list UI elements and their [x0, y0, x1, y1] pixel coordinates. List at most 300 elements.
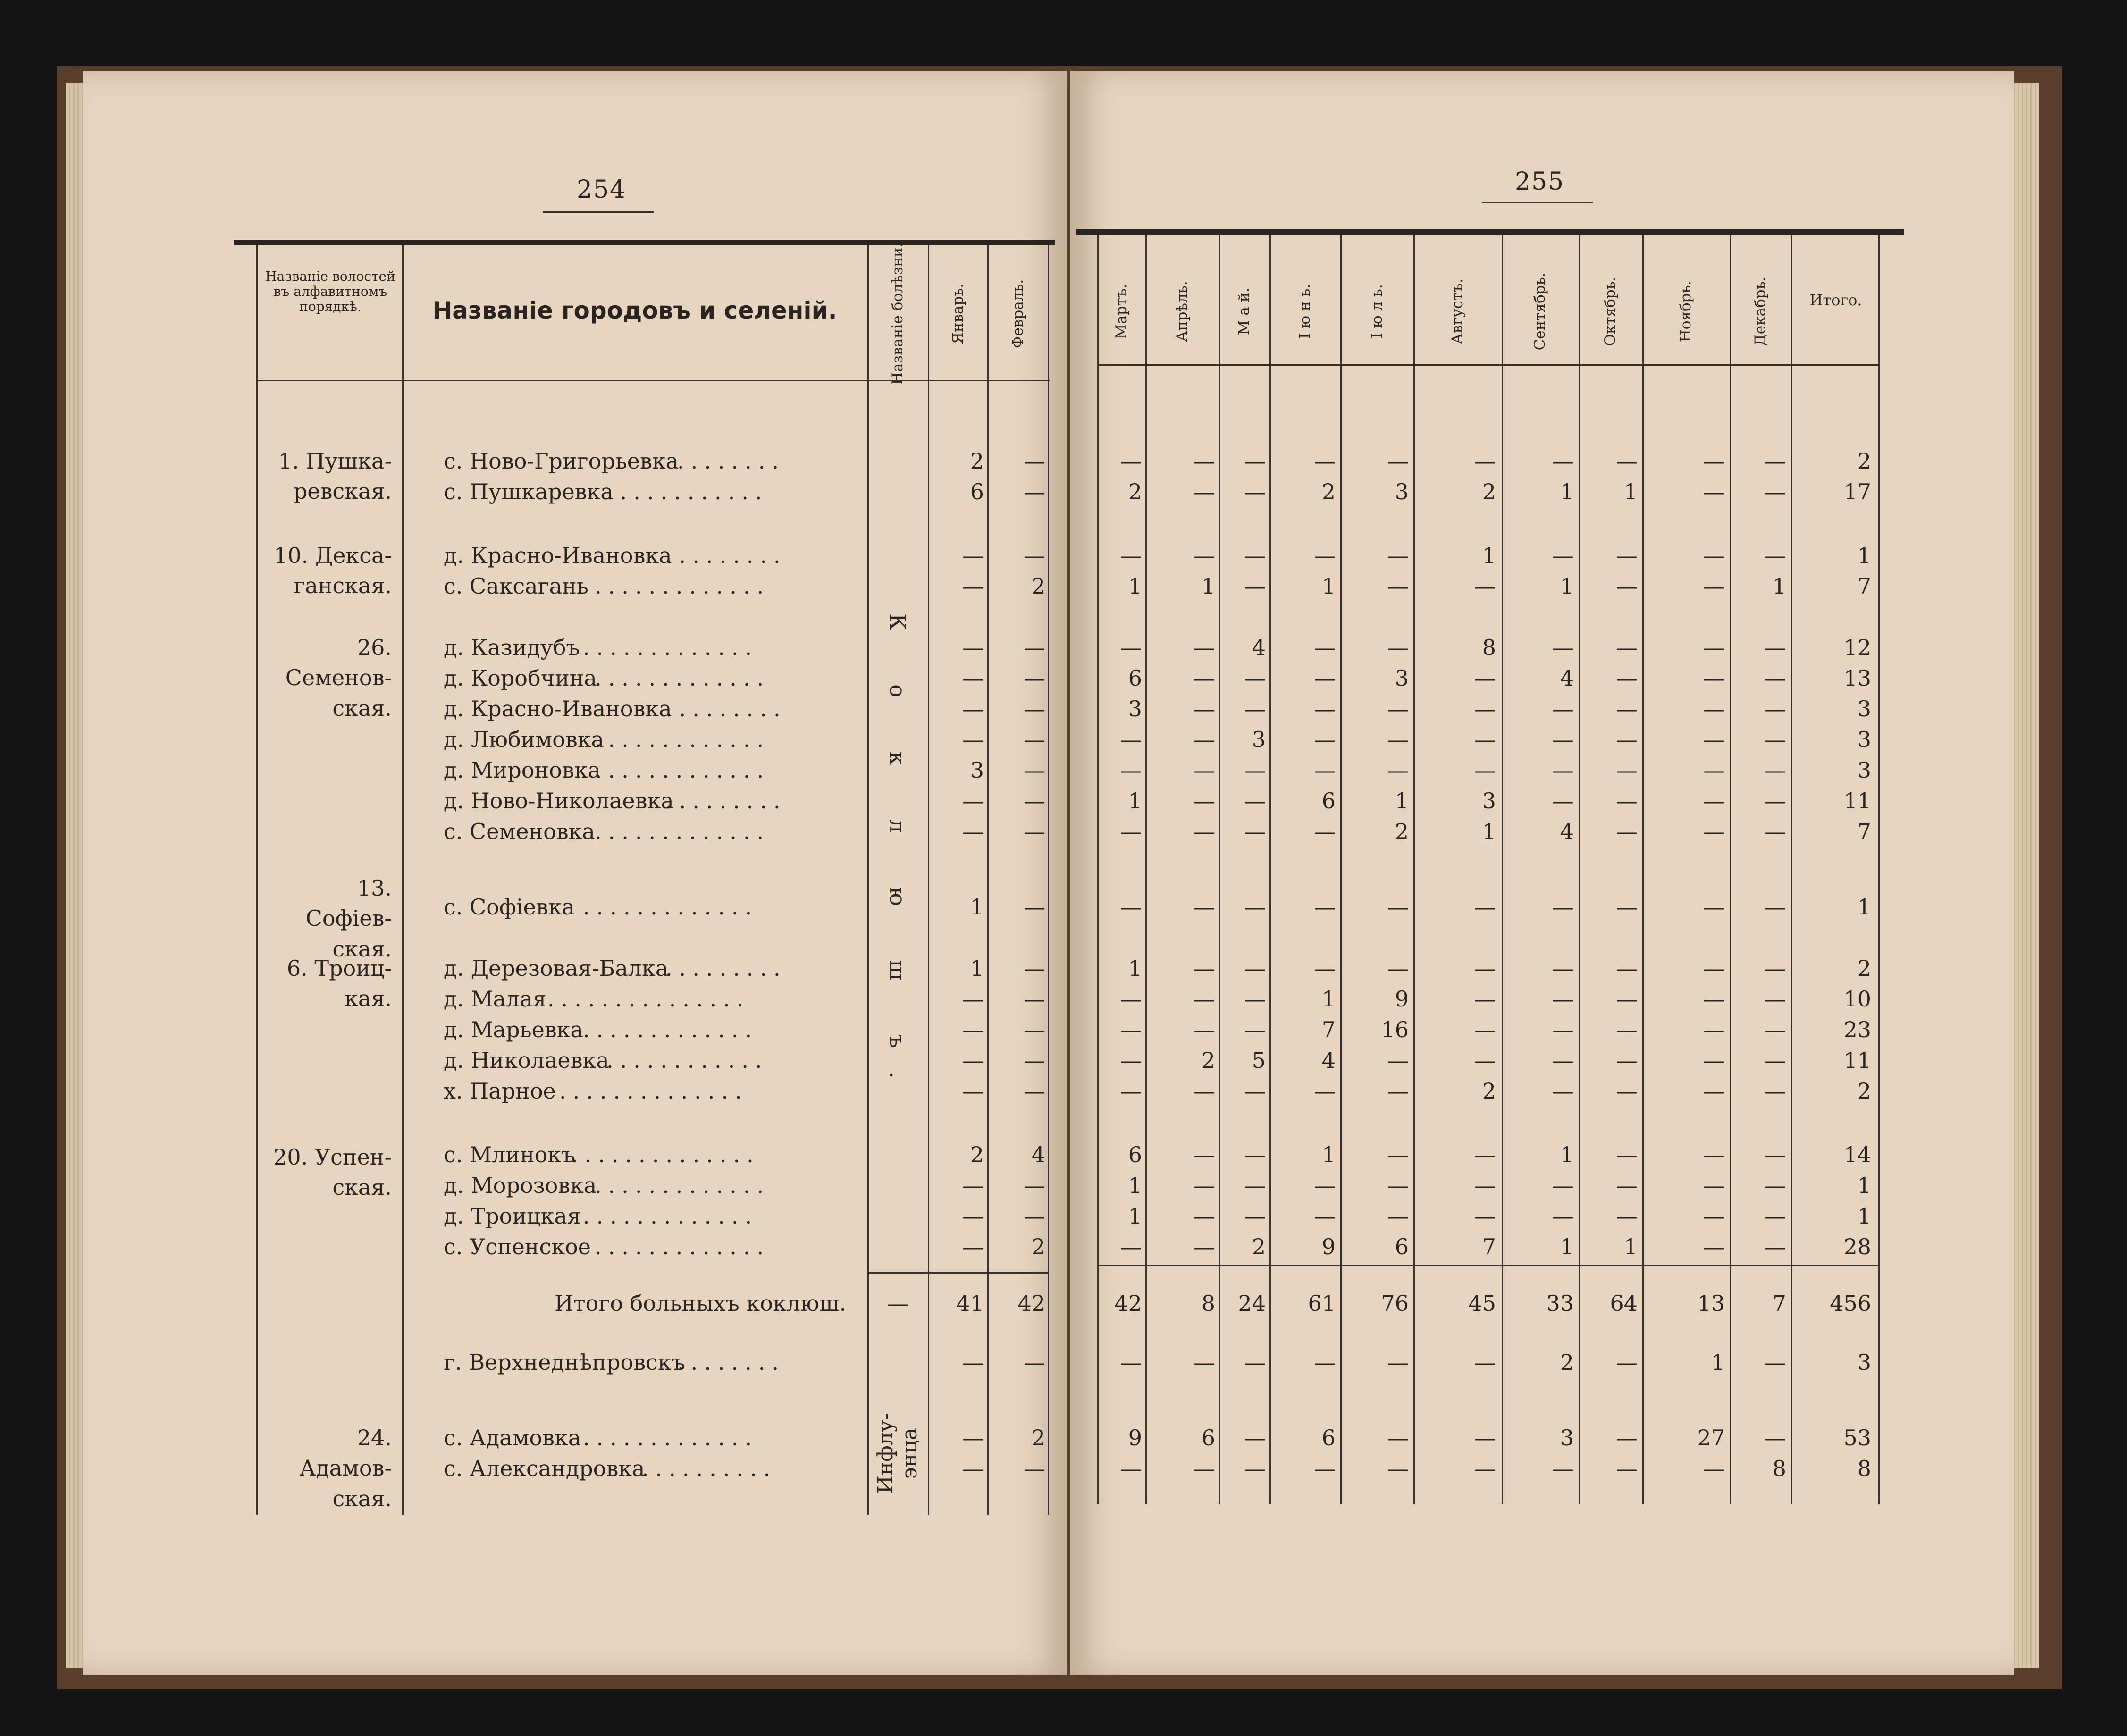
row-value: — — [1244, 696, 1266, 721]
row-value: — — [1244, 665, 1266, 691]
row-value: — — [1765, 1142, 1786, 1167]
row-value: — — [1024, 665, 1045, 691]
row-value: — — [1244, 894, 1266, 920]
row-value: 1 — [1321, 1142, 1336, 1167]
row-value: — — [1194, 543, 1215, 568]
header-month-feb: Февраль. — [1009, 279, 1026, 349]
row-value: 5 — [1252, 1048, 1266, 1073]
leader-dots: ............. — [595, 757, 771, 783]
row-value: 1 — [1857, 543, 1871, 568]
page-number-left: 254 — [577, 176, 627, 204]
total-label: Итого больныхъ коклюш. — [555, 1291, 847, 1316]
flu-row-value: — — [1765, 1350, 1786, 1375]
row-value: 4 — [1031, 1142, 1045, 1167]
row-value: 13 — [1843, 665, 1871, 691]
row-name: д. Малая — [444, 986, 546, 1012]
row-value: — — [1474, 1173, 1496, 1198]
row-value: — — [1616, 727, 1638, 752]
row-value: — — [1194, 894, 1215, 920]
row-value: 1 — [970, 956, 984, 981]
row-value: 3 — [1857, 757, 1871, 783]
row-value: 2 — [1857, 956, 1871, 981]
row-value: 2 — [1321, 479, 1336, 504]
row-name: д. Марьевка — [444, 1017, 583, 1042]
row-value: — — [1244, 1203, 1266, 1229]
row-value: — — [1244, 819, 1266, 844]
row-value: 3 — [1857, 696, 1871, 721]
row-value: 1 — [1560, 1234, 1574, 1259]
row-value: — — [1244, 1142, 1266, 1167]
flu-row-value: — — [1120, 1456, 1142, 1481]
row-value: — — [1703, 986, 1725, 1012]
row-value: — — [1703, 665, 1725, 691]
row-value: — — [1765, 788, 1786, 813]
leader-dots: ......... — [665, 543, 787, 568]
row-value: 3 — [970, 757, 984, 783]
page-number-right: 255 — [1515, 168, 1565, 196]
top-rule-right — [1076, 229, 1904, 235]
row-value: 1 — [1128, 1173, 1142, 1198]
row-value: 1 — [1128, 788, 1142, 813]
row-value: — — [1314, 956, 1336, 981]
row-value: 3 — [1857, 727, 1871, 752]
page-edges-right — [2010, 83, 2039, 1668]
row-value: 6 — [970, 479, 984, 504]
row-name: д. Мироновка — [444, 757, 601, 783]
row-value: — — [1703, 894, 1725, 920]
row-value: 11 — [1843, 1048, 1871, 1073]
flu-row-value: — — [1765, 1425, 1786, 1451]
row-value: — — [1552, 635, 1574, 660]
row-name: д. Троицкая — [444, 1203, 581, 1229]
row-value: 1 — [1560, 1142, 1574, 1167]
row-value: — — [1552, 1078, 1574, 1104]
row-value: 2 — [1395, 819, 1409, 844]
row-value: — — [1765, 1203, 1786, 1229]
row-value: — — [1765, 986, 1786, 1012]
row-value: — — [1314, 1203, 1336, 1229]
row-value: — — [1474, 986, 1496, 1012]
row-value: — — [1703, 448, 1725, 474]
flu-row-value: 27 — [1697, 1425, 1725, 1451]
row-value: 1 — [1857, 1203, 1871, 1229]
row-value: — — [1244, 479, 1266, 504]
header-bottom-left — [257, 380, 1050, 381]
row-value: 1 — [1857, 1173, 1871, 1198]
row-value: — — [1474, 1203, 1496, 1229]
row-value: 10 — [1843, 986, 1871, 1012]
header-volost: Названіе волостей въ алфавитномъ порядкѣ. — [265, 268, 395, 315]
flu-row-value: — — [962, 1456, 984, 1481]
row-value: — — [962, 788, 984, 813]
row-value: — — [1552, 894, 1574, 920]
row-value: — — [1314, 894, 1336, 920]
header-month-jul: І ю л ь. — [1369, 284, 1386, 339]
row-value: — — [1552, 1017, 1574, 1042]
flu-row-value: — — [1616, 1456, 1638, 1481]
row-value: 6 — [1128, 665, 1142, 691]
header-month-mar: Мартъ. — [1113, 284, 1130, 339]
flu-row-value: — — [1244, 1425, 1266, 1451]
volost-label: 24. Адамов- ская. — [299, 1425, 392, 1511]
leader-dots: ............. — [583, 635, 759, 660]
row-value: — — [962, 1017, 984, 1042]
row-value: — — [1765, 956, 1786, 981]
row-value: — — [1616, 1203, 1638, 1229]
leader-dots: ............. — [583, 1017, 759, 1042]
row-value: 4 — [1560, 665, 1574, 691]
row-value: — — [1616, 1048, 1638, 1073]
row-value: 2 — [1482, 479, 1496, 504]
row-value: — — [1244, 986, 1266, 1012]
row-value: — — [1194, 788, 1215, 813]
row-value: — — [1194, 665, 1215, 691]
leader-dots: ............. — [583, 1203, 759, 1229]
col-line — [1878, 235, 1880, 1504]
flu-row-value: — — [1024, 1350, 1045, 1375]
row-value: — — [1703, 543, 1725, 568]
row-name: с. Семеновка — [444, 819, 595, 844]
leader-dots: ............. — [595, 1234, 771, 1259]
row-value: — — [1314, 448, 1336, 474]
flu-row-value: — — [1024, 1456, 1045, 1481]
row-value: — — [1765, 665, 1786, 691]
row-value: — — [1314, 543, 1336, 568]
row-value: — — [1474, 573, 1496, 599]
row-value: 1 — [1321, 986, 1336, 1012]
row-value: — — [1387, 696, 1409, 721]
flu-row-value: — — [1314, 1456, 1336, 1481]
row-value: — — [1244, 1017, 1266, 1042]
col-line — [867, 245, 869, 1515]
row-value: — — [1387, 1048, 1409, 1073]
row-value: — — [1024, 1017, 1045, 1042]
row-name: с. Успенское — [444, 1234, 591, 1259]
row-value: — — [1194, 819, 1215, 844]
row-value: — — [1314, 819, 1336, 844]
row-value: — — [1194, 986, 1215, 1012]
row-value: 4 — [1560, 819, 1574, 844]
volost-label: 13. Софіев- ская. — [305, 875, 392, 962]
row-value: — — [962, 543, 984, 568]
header-month-may: М а й. — [1236, 287, 1253, 335]
row-value: — — [1474, 727, 1496, 752]
row-value: 2 — [1857, 1078, 1871, 1104]
row-value: — — [1314, 635, 1336, 660]
row-value: 4 — [1252, 635, 1266, 660]
row-name: д. Коробчина — [444, 665, 597, 691]
row-value: — — [1616, 1173, 1638, 1198]
row-value: — — [1120, 894, 1142, 920]
total-value: 64 — [1610, 1291, 1638, 1316]
page-number-rule-left — [543, 211, 654, 213]
row-value: 1 — [1857, 894, 1871, 920]
row-value: — — [1120, 986, 1142, 1012]
row-value: — — [1194, 1017, 1215, 1042]
row-name: с. Ново-Григорьевка — [444, 448, 679, 474]
row-value: 14 — [1843, 1142, 1871, 1167]
row-value: 9 — [1321, 1234, 1336, 1259]
row-value: — — [1552, 956, 1574, 981]
row-value: — — [1703, 479, 1725, 504]
col-line — [1145, 235, 1147, 1504]
row-value: — — [1552, 543, 1574, 568]
header-month-nov: Ноябрь. — [1677, 280, 1694, 343]
row-value: — — [1765, 1173, 1786, 1198]
row-value: — — [1387, 956, 1409, 981]
flu-row-value: — — [1387, 1456, 1409, 1481]
row-value: — — [1616, 1078, 1638, 1104]
volost-label: 1. Пушка- ревская. — [278, 448, 392, 504]
row-value: — — [1194, 727, 1215, 752]
row-value: — — [1552, 986, 1574, 1012]
leader-dots: ......... — [665, 696, 787, 721]
row-value: — — [1387, 894, 1409, 920]
row-value: — — [1024, 543, 1045, 568]
col-line — [928, 245, 929, 1515]
row-value: — — [1703, 696, 1725, 721]
row-value: — — [1552, 696, 1574, 721]
leader-dots: ............. — [583, 894, 759, 920]
row-value: — — [1120, 727, 1142, 752]
row-value: — — [962, 819, 984, 844]
row-value: 2 — [1031, 573, 1045, 599]
row-value: 2 — [1201, 1048, 1215, 1073]
row-value: — — [1024, 479, 1045, 504]
row-value: — — [1387, 727, 1409, 752]
row-value: — — [1244, 543, 1266, 568]
row-value: — — [1474, 1048, 1496, 1073]
row-value: — — [1024, 1203, 1045, 1229]
row-value: 7 — [1857, 573, 1871, 599]
leader-dots: ......... — [665, 788, 787, 813]
row-value: 23 — [1843, 1017, 1871, 1042]
row-value: — — [1387, 757, 1409, 783]
flu-row-value: 9 — [1128, 1425, 1142, 1451]
total-value: 41 — [956, 1291, 984, 1316]
row-value: — — [1616, 448, 1638, 474]
col-line — [1642, 235, 1644, 1504]
col-line — [1340, 235, 1342, 1504]
row-value: — — [962, 1203, 984, 1229]
row-value: 3 — [1395, 479, 1409, 504]
row-value: — — [1552, 448, 1574, 474]
row-value: 6 — [1128, 1142, 1142, 1167]
row-value: — — [1387, 635, 1409, 660]
row-value: — — [1765, 479, 1786, 504]
row-value: 1 — [1482, 819, 1496, 844]
leader-dots: ............. — [595, 573, 771, 599]
row-value: — — [1703, 1234, 1725, 1259]
row-value: — — [962, 1048, 984, 1073]
volost-label: 20. Успен- ская. — [273, 1144, 392, 1200]
row-value: 7 — [1321, 1017, 1336, 1042]
col-line — [402, 245, 404, 1515]
row-value: 2 — [970, 1142, 984, 1167]
flu-row-name: с. Адамовка — [444, 1425, 581, 1451]
row-value: — — [1703, 573, 1725, 599]
row-value: 2 — [1128, 479, 1142, 504]
row-value: — — [1387, 543, 1409, 568]
row-name: с. Млинокъ — [444, 1142, 575, 1167]
row-value: — — [1474, 1017, 1496, 1042]
row-value: — — [1765, 1017, 1786, 1042]
header-month-aug: Августъ. — [1449, 278, 1466, 344]
row-value: — — [1474, 665, 1496, 691]
flu-row-value: — — [1244, 1350, 1266, 1375]
row-value: 6 — [1321, 788, 1336, 813]
row-value: — — [962, 1173, 984, 1198]
row-value: — — [1703, 819, 1725, 844]
row-value: — — [1194, 956, 1215, 981]
col-line — [1413, 235, 1415, 1504]
total-value: 456 — [1830, 1291, 1871, 1316]
row-value: — — [1616, 956, 1638, 981]
row-value: 2 — [1857, 448, 1871, 474]
row-value: 9 — [1395, 986, 1409, 1012]
row-value: 3 — [1252, 727, 1266, 752]
flu-row-value: — — [1314, 1350, 1336, 1375]
row-value: — — [1616, 665, 1638, 691]
row-value: — — [1474, 894, 1496, 920]
row-value: — — [1703, 1142, 1725, 1167]
flu-row-value: — — [1703, 1456, 1725, 1481]
col-line — [1269, 235, 1271, 1504]
col-line — [1791, 235, 1792, 1504]
total-value: 45 — [1468, 1291, 1496, 1316]
total-value: 13 — [1697, 1291, 1725, 1316]
row-value: — — [1024, 1048, 1045, 1073]
row-value: — — [1194, 1173, 1215, 1198]
row-value: — — [1244, 956, 1266, 981]
row-value: — — [1703, 1173, 1725, 1198]
row-name: д. Николаевка — [444, 1048, 609, 1073]
row-value: — — [1387, 573, 1409, 599]
row-value: 12 — [1843, 635, 1871, 660]
leader-dots: ............. — [595, 1173, 771, 1198]
header-total: Итого. — [1809, 291, 1862, 309]
leader-dots: ............... — [547, 986, 750, 1012]
flu-row-name: с. Александровка — [444, 1456, 645, 1481]
row-value: — — [1387, 1078, 1409, 1104]
row-value: — — [1194, 1234, 1215, 1259]
header-disease: Названіе болѣзни. — [889, 243, 906, 385]
flu-row-value: — — [1616, 1350, 1638, 1375]
row-value: 1 — [1128, 573, 1142, 599]
total-value: 42 — [1114, 1291, 1142, 1316]
row-value: — — [1765, 1078, 1786, 1104]
top-rule-left — [234, 240, 1055, 245]
row-value: — — [1765, 543, 1786, 568]
row-value: — — [1703, 1017, 1725, 1042]
row-value: — — [1616, 543, 1638, 568]
leader-dots: ......... — [665, 956, 787, 981]
row-value: — — [1703, 1048, 1725, 1073]
row-value: — — [1314, 727, 1336, 752]
row-name: д. Дерезовая-Балка — [444, 956, 669, 981]
total-value: 61 — [1308, 1291, 1336, 1316]
flu-row-value: — — [962, 1350, 984, 1375]
row-value: — — [1024, 757, 1045, 783]
row-value: — — [1474, 956, 1496, 981]
row-value: 17 — [1843, 479, 1871, 504]
flu-row-value: 2 — [1560, 1350, 1574, 1375]
row-value: — — [1024, 1078, 1045, 1104]
row-value: — — [1120, 819, 1142, 844]
row-value: — — [1765, 448, 1786, 474]
row-value: — — [1120, 1078, 1142, 1104]
row-value: — — [1194, 1203, 1215, 1229]
row-value: — — [1244, 448, 1266, 474]
row-value: 2 — [1482, 1078, 1496, 1104]
row-value: — — [1387, 1142, 1409, 1167]
flu-row-value: — — [1474, 1425, 1496, 1451]
row-value: 11 — [1843, 788, 1871, 813]
total-value: 33 — [1546, 1291, 1574, 1316]
row-value: — — [962, 696, 984, 721]
row-value: — — [1552, 1203, 1574, 1229]
row-value: — — [962, 635, 984, 660]
row-value: — — [1314, 665, 1336, 691]
flu-row-value: — — [1474, 1350, 1496, 1375]
row-value: 1 — [1201, 573, 1215, 599]
row-name: д. Любимовка — [444, 727, 604, 752]
flu-row-value: — — [1387, 1425, 1409, 1451]
row-value: 1 — [1623, 479, 1638, 504]
row-value: — — [1194, 479, 1215, 504]
row-value: — — [962, 1234, 984, 1259]
total-rule-right — [1097, 1265, 1878, 1266]
flu-row-value: — — [1474, 1456, 1496, 1481]
row-value: — — [1024, 894, 1045, 920]
row-name: с. Софіевка — [444, 894, 575, 920]
row-value: — — [1552, 788, 1574, 813]
row-value: 4 — [1321, 1048, 1336, 1073]
row-value: — — [1194, 696, 1215, 721]
leader-dots: ............ — [606, 1048, 769, 1073]
col-line — [1730, 235, 1731, 1504]
col-line — [1502, 235, 1503, 1504]
row-value: — — [1703, 635, 1725, 660]
row-value: — — [1474, 757, 1496, 783]
row-value: — — [1616, 757, 1638, 783]
flu-row-value: 1 — [1711, 1350, 1725, 1375]
col-line — [1048, 245, 1049, 1515]
leader-dots: ............. — [595, 665, 771, 691]
header-month-dec: Декабрь. — [1752, 277, 1769, 346]
row-value: 6 — [1395, 1234, 1409, 1259]
flu-row-value: 53 — [1843, 1425, 1871, 1451]
row-value: 1 — [1623, 1234, 1638, 1259]
row-value: — — [1120, 635, 1142, 660]
row-value: — — [1244, 788, 1266, 813]
leader-dots: .......... — [642, 1456, 777, 1481]
row-value: — — [1024, 1173, 1045, 1198]
header-bottom-right — [1097, 364, 1878, 366]
row-value: — — [1765, 696, 1786, 721]
col-line — [1219, 235, 1220, 1504]
row-value: — — [1314, 1173, 1336, 1198]
row-value: 1 — [1560, 573, 1574, 599]
row-value: — — [1703, 727, 1725, 752]
total-value: 42 — [1017, 1291, 1045, 1316]
col-line — [256, 245, 258, 1515]
row-value: — — [1474, 696, 1496, 721]
flu-row-value: 2 — [1031, 1425, 1045, 1451]
row-value: — — [1314, 757, 1336, 783]
row-value: — — [1387, 1173, 1409, 1198]
row-name: с. Саксагань — [444, 573, 588, 599]
